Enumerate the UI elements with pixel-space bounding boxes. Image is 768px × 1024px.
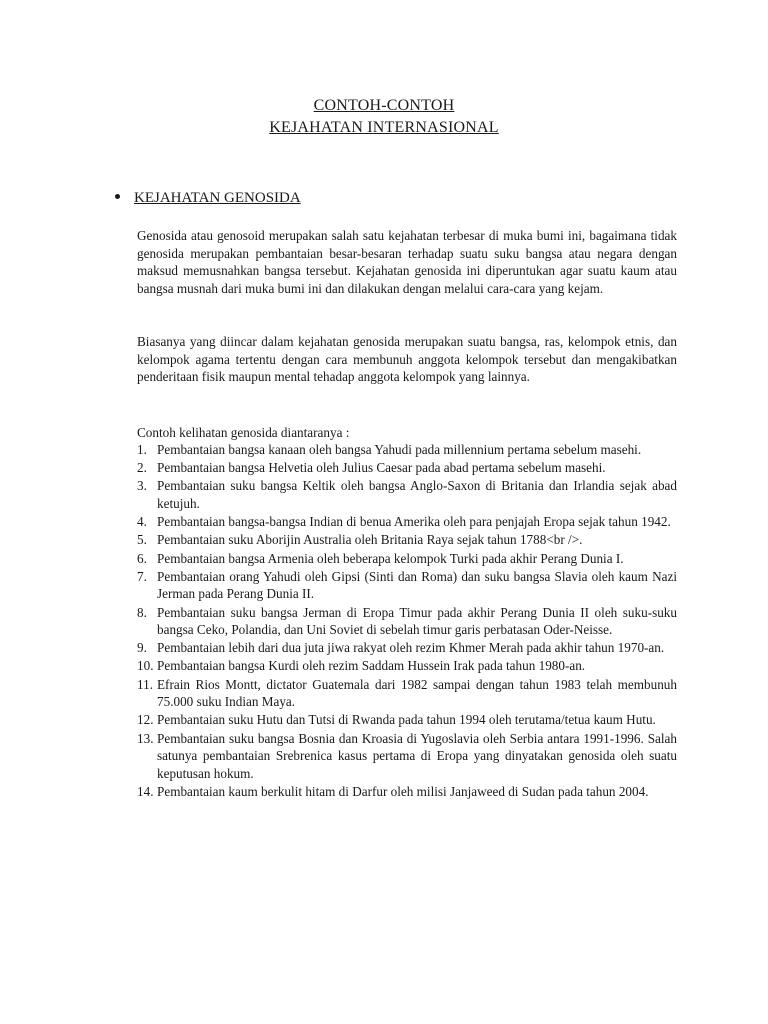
section-heading-text: KEJAHATAN GENOSIDA xyxy=(134,190,301,206)
list-item-text: Pembantaian suku bangsa Jerman di Eropa Timur pada akhir Perang Dunia II oleh suku-suku bangsa Ceko, Polandia, dan Uni Soviet di sebelah timur garis perbatasan Oder-Neisse. xyxy=(157,604,677,638)
list-item xyxy=(137,477,677,512)
list-item-number: 13. xyxy=(137,730,154,746)
list-item-text: Pembantaian suku Aborijin Australia oleh Britania Raya sejak tahun 1788<br />. xyxy=(157,532,583,548)
list-item xyxy=(137,604,677,639)
document-title-line-2: KEJAHATAN INTERNASIONAL xyxy=(269,119,499,136)
paragraph-targets: Biasanya yang diincar dalam kejahatan genosida merupakan suatu bangsa, ras, kelompok etnis, dan kelompok agama tertentu dengan cara membunuh anggota kelompok tersebut dan mengakibatkan penderitaan fisik maupun mental tehadap anggota kelompok yang lainnya. xyxy=(137,334,677,385)
list-item-text: Pembantaian suku bangsa Bosnia dan Kroasia di Yugoslavia oleh Serbia antara 1991-1996. Salah satunya pembantaian Srebrenica kasus pertama di Eropa yang dinyatakan genosida oleh suatu keputusan hokum. xyxy=(157,730,677,781)
list-item-number: 8. xyxy=(137,604,147,620)
list-item xyxy=(137,568,677,603)
list-item-text: Pembantaian suku bangsa Keltik oleh bangsa Anglo-Saxon di Britania dan Irlandia sejak abad ketujuh. xyxy=(157,478,677,511)
section-heading xyxy=(115,190,301,207)
list-item-number: 1. xyxy=(137,442,147,457)
list-item-number: 6. xyxy=(137,550,147,566)
list-item xyxy=(137,730,677,783)
list-item-text: Pembantaian bangsa-bangsa Indian di benua Amerika oleh para penjajah Eropa sejak tahun 1942. xyxy=(157,514,671,530)
list-item-number: 12. xyxy=(137,712,154,728)
list-item-number: 11. xyxy=(137,676,153,692)
list-intro: Contoh kelihatan genosida diantaranya : xyxy=(137,425,350,440)
list-item-text: Efrain Rios Montt, dictator Guatemala dari 1982 sampai dengan tahun 1983 telah membunuh 75.000 suku Indian Maya. xyxy=(157,676,677,710)
list-item xyxy=(137,783,677,801)
list-item-number: 4. xyxy=(137,514,147,530)
examples-list xyxy=(137,441,677,801)
list-item-text: Pembantaian bangsa Armenia oleh beberapa kelompok Turki pada akhir Perang Dunia I. xyxy=(157,550,624,566)
list-item xyxy=(137,550,677,568)
list-item-text: Pembantaian bangsa Helvetia oleh Julius Caesar pada abad pertama sebelum masehi. xyxy=(157,460,606,476)
list-item xyxy=(137,513,677,531)
bullet-icon xyxy=(115,194,120,199)
list-item-text: Pembantaian lebih dari dua juta jiwa rakyat oleh rezim Khmer Merah pada akhir tahun 1970-an. xyxy=(157,640,665,656)
list-item-number: 14. xyxy=(137,784,154,799)
list-item-number: 7. xyxy=(137,568,147,584)
list-item xyxy=(137,531,677,549)
list-item-text: Pembantaian kaum berkulit hitam di Darfur oleh milisi Janjaweed di Sudan pada tahun 2004. xyxy=(157,784,649,799)
paragraph-definition: Genosida atau genosoid merupakan salah satu kejahatan terbesar di muka bumi ini, bagaimana tidak genosida merupakan pembantaian besar-besaran terhadap suatu suku bangsa atau negara dengan maksud memusnahkan bangsa tersebut. Kejahatan genosida ini diperuntukan agar suatu kaum atau bangsa musnah dari muka bumi ini dan dilakukan dengan melalui cara-cara yang kejam. xyxy=(137,228,677,296)
list-item-number: 2. xyxy=(137,460,147,476)
list-item-number: 10. xyxy=(137,658,154,674)
list-item-text: Pembantaian orang Yahudi oleh Gipsi (Sinti dan Roma) dan suku bangsa Slavia oleh kaum Nazi Jerman pada Perang Dunia II. xyxy=(157,568,677,602)
list-item-number: 9. xyxy=(137,640,147,656)
list-item xyxy=(137,676,677,711)
list-item xyxy=(137,711,677,729)
list-item xyxy=(137,639,677,657)
list-item xyxy=(137,441,677,459)
list-item-number: 3. xyxy=(137,478,147,494)
list-item-text: Pembantaian suku Hutu dan Tutsi di Rwanda pada tahun 1994 oleh terutama/tetua kaum Hutu. xyxy=(157,712,656,728)
list-item-text: Pembantaian bangsa Kurdi oleh rezim Saddam Hussein Irak pada tahun 1980-an. xyxy=(157,658,586,674)
list-item xyxy=(137,459,677,477)
list-item-number: 5. xyxy=(137,532,147,548)
document-title-line-1: CONTOH-CONTOH xyxy=(313,97,455,114)
list-item xyxy=(137,657,677,675)
list-item-text: Pembantaian bangsa kanaan oleh bangsa Yahudi pada millennium pertama sebelum masehi. xyxy=(157,442,642,457)
